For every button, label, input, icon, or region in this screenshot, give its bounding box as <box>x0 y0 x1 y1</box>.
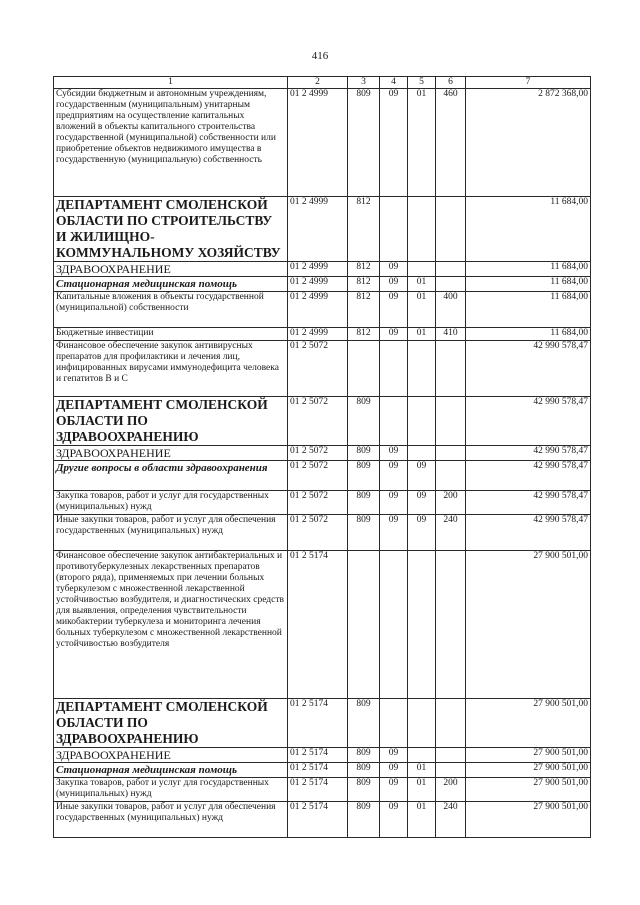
row-amount-cell: 42 990 578,47 <box>466 341 591 397</box>
row-name-cell: Стационарная медицинская помощь <box>54 277 288 292</box>
row-code-cell: 01 2 4999 <box>288 262 348 277</box>
row-subsection-cell: 01 <box>408 778 436 802</box>
row-amount-cell: 27 900 501,00 <box>466 748 591 763</box>
row-code-cell: 01 2 5174 <box>288 748 348 763</box>
table-row <box>54 763 591 778</box>
row-code-cell: 01 2 4999 <box>288 89 348 197</box>
row-subsection-cell: 01 <box>408 763 436 778</box>
row-admin-cell: 812 <box>348 277 380 292</box>
table-row <box>54 491 591 515</box>
table-row <box>54 292 591 328</box>
row-subsection-cell <box>408 699 436 748</box>
row-expense-type-cell: 460 <box>436 89 466 197</box>
row-section-cell <box>380 397 408 446</box>
row-section-cell <box>380 197 408 262</box>
row-amount-cell: 42 990 578,47 <box>466 446 591 461</box>
table-row <box>54 277 591 292</box>
row-name-cell: ДЕПАРТАМЕНТ СМОЛЕНСКОЙ ОБЛАСТИ ПО ЗДРАВООХРАНЕНИЮ <box>54 397 288 446</box>
row-subsection-cell <box>408 748 436 763</box>
table-row <box>54 397 591 446</box>
row-admin-cell: 809 <box>348 802 380 838</box>
row-section-cell <box>380 551 408 699</box>
row-code-cell: 01 2 5174 <box>288 699 348 748</box>
row-subsection-cell <box>408 262 436 277</box>
row-subsection-cell <box>408 197 436 262</box>
row-subsection-cell: 01 <box>408 89 436 197</box>
row-expense-type-cell <box>436 461 466 491</box>
row-code-cell: 01 2 4999 <box>288 292 348 328</box>
row-subsection-cell: 01 <box>408 292 436 328</box>
row-amount-cell: 2 872 368,00 <box>466 89 591 197</box>
row-expense-type-cell <box>436 277 466 292</box>
row-name-cell: Бюджетные инвестиции <box>54 328 288 341</box>
row-subsection-cell <box>408 397 436 446</box>
header-cell-name: 1 <box>54 77 288 89</box>
row-subsection-cell <box>408 551 436 699</box>
row-code-cell: 01 2 5072 <box>288 461 348 491</box>
row-admin-cell: 812 <box>348 292 380 328</box>
row-name-cell: Финансовое обеспечение закупок антибактериальных и противотуберкулезных лекарственных препаратов (второго ряда), применяемых при лечении больных туберкулезом с множественной лекарственной устойчивостью возбудителя, и диагностических средств для выявления, определения чувствительности микобактерии туберкулеза и мониторинга лечения больных туберкулезом с множественной лекарственной устойчивостью возбудителя <box>54 551 288 699</box>
row-admin-cell: 809 <box>348 778 380 802</box>
row-admin-cell: 809 <box>348 748 380 763</box>
row-code-cell: 01 2 5174 <box>288 802 348 838</box>
row-name-cell: Капитальные вложения в объекты государственной (муниципальной) собственности <box>54 292 288 328</box>
row-admin-cell <box>348 341 380 397</box>
row-expense-type-cell: 200 <box>436 778 466 802</box>
row-admin-cell: 812 <box>348 262 380 277</box>
row-section-cell: 09 <box>380 292 408 328</box>
page-number: 416 <box>311 50 329 62</box>
row-expense-type-cell <box>436 748 466 763</box>
row-subsection-cell: 09 <box>408 491 436 515</box>
row-code-cell: 01 2 5072 <box>288 446 348 461</box>
row-code-cell: 01 2 4999 <box>288 328 348 341</box>
row-section-cell: 09 <box>380 446 408 461</box>
row-name-cell: Иные закупки товаров, работ и услуг для обеспечения государственных (муниципальных) нужд <box>54 802 288 838</box>
header-cell-code: 2 <box>288 77 348 89</box>
row-subsection-cell: 01 <box>408 277 436 292</box>
row-name-cell: Финансовое обеспечение закупок антивирусных препаратов для профилактики и лечения лиц, инфицированных вирусами иммунодефицита человека и гепатитов В и С <box>54 341 288 397</box>
row-name-cell: Иные закупки товаров, работ и услуг для обеспечения государственных (муниципальных) нужд <box>54 515 288 551</box>
row-section-cell: 09 <box>380 491 408 515</box>
row-admin-cell: 809 <box>348 763 380 778</box>
row-name-cell: Закупка товаров, работ и услуг для государственных (муниципальных) нужд <box>54 491 288 515</box>
row-subsection-cell <box>408 446 436 461</box>
row-amount-cell: 42 990 578,47 <box>466 397 591 446</box>
row-admin-cell: 809 <box>348 699 380 748</box>
row-amount-cell: 11 684,00 <box>466 277 591 292</box>
row-expense-type-cell <box>436 341 466 397</box>
row-amount-cell: 42 990 578,47 <box>466 515 591 551</box>
row-admin-cell: 809 <box>348 89 380 197</box>
row-admin-cell: 809 <box>348 491 380 515</box>
row-name-cell: ДЕПАРТАМЕНТ СМОЛЕНСКОЙ ОБЛАСТИ ПО ЗДРАВООХРАНЕНИЮ <box>54 699 288 748</box>
row-amount-cell: 42 990 578,47 <box>466 491 591 515</box>
row-section-cell: 09 <box>380 461 408 491</box>
row-section-cell <box>380 699 408 748</box>
row-subsection-cell: 01 <box>408 802 436 838</box>
row-code-cell: 01 2 5072 <box>288 397 348 446</box>
row-section-cell: 09 <box>380 277 408 292</box>
row-expense-type-cell <box>436 397 466 446</box>
table-row <box>54 197 591 262</box>
table-row <box>54 328 591 341</box>
row-name-cell: Другие вопросы в области здравоохранения <box>54 461 288 491</box>
row-subsection-cell: 01 <box>408 328 436 341</box>
table-row <box>54 262 591 277</box>
row-admin-cell: 809 <box>348 515 380 551</box>
header-cell-section: 4 <box>380 77 408 89</box>
row-section-cell: 09 <box>380 778 408 802</box>
row-section-cell: 09 <box>380 328 408 341</box>
row-name-cell: Закупка товаров, работ и услуг для государственных (муниципальных) нужд <box>54 778 288 802</box>
row-section-cell <box>380 341 408 397</box>
row-expense-type-cell <box>436 763 466 778</box>
row-expense-type-cell <box>436 699 466 748</box>
row-name-cell: ЗДРАВООХРАНЕНИЕ <box>54 748 288 763</box>
row-admin-cell: 809 <box>348 446 380 461</box>
row-admin-cell: 812 <box>348 197 380 262</box>
header-cell-amount: 7 <box>466 77 591 89</box>
row-subsection-cell: 09 <box>408 461 436 491</box>
row-admin-cell: 809 <box>348 397 380 446</box>
row-amount-cell: 27 900 501,00 <box>466 778 591 802</box>
header-cell-admin: 3 <box>348 77 380 89</box>
row-section-cell: 09 <box>380 89 408 197</box>
row-expense-type-cell: 200 <box>436 491 466 515</box>
row-code-cell: 01 2 4999 <box>288 277 348 292</box>
row-amount-cell: 42 990 578,47 <box>466 461 591 491</box>
row-amount-cell: 11 684,00 <box>466 328 591 341</box>
row-expense-type-cell: 240 <box>436 802 466 838</box>
table-row <box>54 778 591 802</box>
row-amount-cell: 11 684,00 <box>466 262 591 277</box>
row-admin-cell: 809 <box>348 461 380 491</box>
table-row <box>54 461 591 491</box>
row-name-cell: ДЕПАРТАМЕНТ СМОЛЕНСКОЙ ОБЛАСТИ ПО СТРОИТЕЛЬСТВУ И ЖИЛИЩНО-КОММУНАЛЬНОМУ ХОЗЯЙСТВУ <box>54 197 288 262</box>
row-name-cell: Стационарная медицинская помощь <box>54 763 288 778</box>
row-expense-type-cell <box>436 262 466 277</box>
table-row <box>54 446 591 461</box>
row-amount-cell: 27 900 501,00 <box>466 802 591 838</box>
row-subsection-cell: 09 <box>408 515 436 551</box>
row-admin-cell <box>348 551 380 699</box>
table-row <box>54 699 591 748</box>
row-code-cell: 01 2 4999 <box>288 197 348 262</box>
row-amount-cell: 27 900 501,00 <box>466 551 591 699</box>
table-row <box>54 341 591 397</box>
table-row <box>54 551 591 699</box>
row-expense-type-cell <box>436 446 466 461</box>
row-subsection-cell <box>408 341 436 397</box>
row-name-cell: ЗДРАВООХРАНЕНИЕ <box>54 262 288 277</box>
row-expense-type-cell <box>436 551 466 699</box>
row-expense-type-cell <box>436 197 466 262</box>
row-code-cell: 01 2 5174 <box>288 778 348 802</box>
row-section-cell: 09 <box>380 763 408 778</box>
row-expense-type-cell: 400 <box>436 292 466 328</box>
budget-table <box>53 76 591 838</box>
row-expense-type-cell: 410 <box>436 328 466 341</box>
row-section-cell: 09 <box>380 748 408 763</box>
row-section-cell: 09 <box>380 515 408 551</box>
table-row <box>54 515 591 551</box>
header-cell-subsection: 5 <box>408 77 436 89</box>
row-admin-cell: 812 <box>348 328 380 341</box>
row-code-cell: 01 2 5174 <box>288 551 348 699</box>
row-name-cell: ЗДРАВООХРАНЕНИЕ <box>54 446 288 461</box>
row-amount-cell: 27 900 501,00 <box>466 763 591 778</box>
header-cell-expense-type: 6 <box>436 77 466 89</box>
table-row <box>54 89 591 197</box>
row-code-cell: 01 2 5072 <box>288 491 348 515</box>
row-amount-cell: 11 684,00 <box>466 292 591 328</box>
row-code-cell: 01 2 5072 <box>288 341 348 397</box>
row-code-cell: 01 2 5174 <box>288 763 348 778</box>
row-section-cell: 09 <box>380 262 408 277</box>
row-code-cell: 01 2 5072 <box>288 515 348 551</box>
row-amount-cell: 11 684,00 <box>466 197 591 262</box>
row-name-cell: Субсидии бюджетным и автономным учреждениям, государственным (муниципальным) унитарным предприятиям на осуществление капитальных вложений в объекты капитального строительства государственной (муниципальной) собственности или приобретение объектов недвижимого имущества в государственную (муниципальную) собственность <box>54 89 288 197</box>
row-amount-cell: 27 900 501,00 <box>466 699 591 748</box>
table-row <box>54 748 591 763</box>
table-row <box>54 802 591 838</box>
table-header-row <box>54 77 591 89</box>
row-section-cell: 09 <box>380 802 408 838</box>
row-expense-type-cell: 240 <box>436 515 466 551</box>
